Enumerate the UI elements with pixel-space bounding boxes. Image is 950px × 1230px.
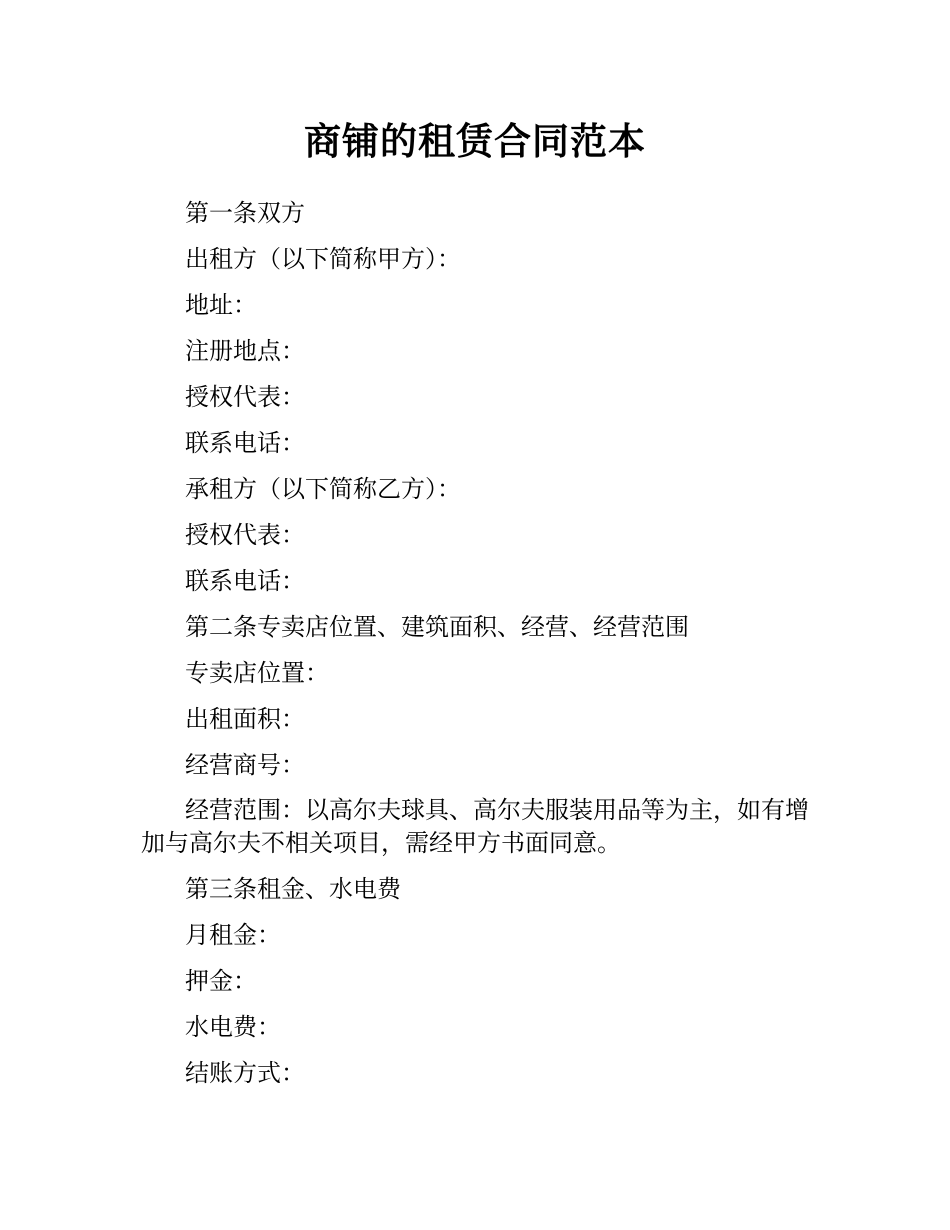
clause-heading: 第二条专卖店位置、建筑面积、经营、经营范围 [185, 613, 689, 641]
utilities-line: 水电费： [185, 1013, 281, 1041]
monthly-rent-line: 月租金： [185, 921, 281, 949]
authorized-rep-line: 授权代表： [185, 383, 305, 411]
lessor-line: 出租方（以下简称甲方）： [185, 245, 461, 273]
trade-name-line: 经营商号： [185, 751, 305, 779]
phone-line: 联系电话： [185, 567, 305, 595]
clause-heading: 第一条双方 [185, 199, 305, 227]
authorized-rep-line: 授权代表： [185, 521, 305, 549]
store-location-line: 专卖店位置： [185, 659, 329, 687]
document-title: 商铺的租赁合同范本 [304, 120, 646, 163]
settlement-method-line: 结账方式： [185, 1059, 305, 1087]
rental-area-line: 出租面积： [185, 705, 305, 733]
deposit-line: 押金： [185, 967, 257, 995]
business-scope-paragraph: 经营范围：以高尔夫球具、高尔夫服装用品等为主，如有增加与高尔夫不相关项目，需经甲方书面同意。 [141, 796, 809, 857]
phone-line: 联系电话： [185, 429, 305, 457]
lessee-line: 承租方（以下简称乙方）： [185, 475, 461, 503]
registration-line: 注册地点： [185, 337, 305, 365]
clause-heading: 第三条租金、水电费 [185, 875, 401, 903]
document-body [141, 196, 811, 1102]
address-line: 地址： [185, 291, 257, 319]
